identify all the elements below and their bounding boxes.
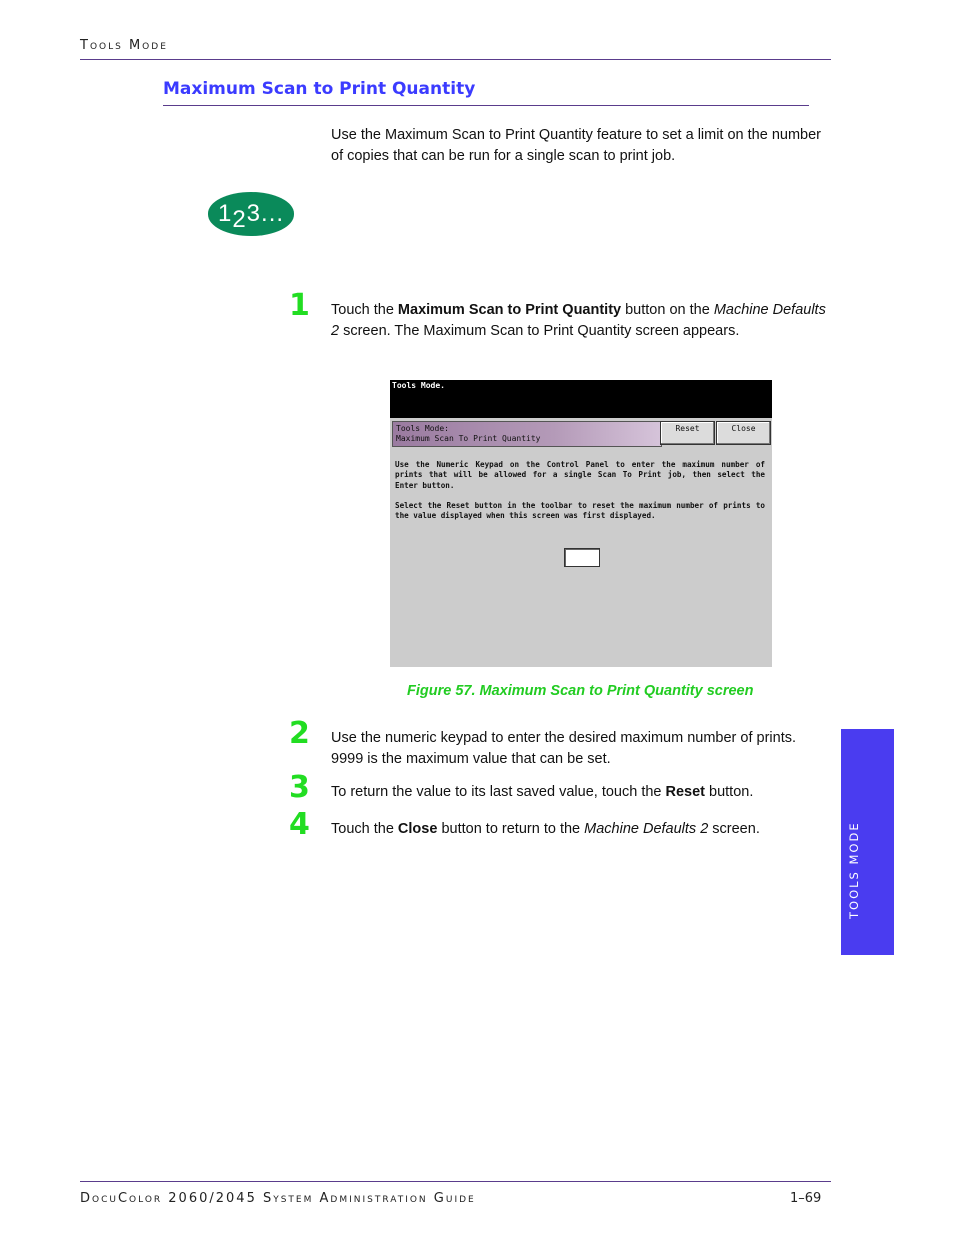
step-number-2: 2 [289,716,310,751]
step-text-4 [331,819,831,840]
footer-guide-title: DocuColor 2060/2045 System Administration Guide [80,1191,476,1206]
step-4-bold: Close [397,821,438,837]
step-1-text-b: button on the [621,302,714,318]
figure-caption: Figure 57. Maximum Scan to Print Quantity screen [407,683,754,699]
badge-digit-3: 3... [246,200,285,227]
badge-digit-2: 2 [232,206,247,233]
step-number-3: 3 [289,770,310,805]
device-instructions-1: Use the Numeric Keypad on the Control Panel to enter the maximum number of prints that will be allowed for a single Scan To Print job, then select the Enter button. [395,460,765,490]
quantity-input[interactable] [564,548,600,567]
step-1-bold: Maximum Scan to Print Quantity [397,302,622,318]
footer-rule [80,1181,831,1182]
step-1-italic: Machine Defaults 2 [331,302,826,339]
reset-button[interactable]: Reset [660,421,715,445]
page-number: 1–69 [790,1191,822,1206]
device-title: Tools Mode. [392,381,445,390]
close-button[interactable]: Close [716,421,771,445]
device-title-bar [390,380,772,418]
toolbar-line-2: Maximum Scan To Print Quantity [396,434,541,443]
section-title: Maximum Scan to Print Quantity [163,79,476,99]
device-instructions-2: Select the Reset button in the toolbar to reset the maximum number of prints to the value displayed when this screen was first displayed. [395,501,765,521]
step-3-text-b: button. [705,784,754,800]
intro-paragraph: Use the Maximum Scan to Print Quantity feature to set a limit on the number of copies that can be run for a single scan to print job. [331,127,821,164]
step-1-text-a: Touch the [331,302,398,318]
step-4-text-c: screen. [708,821,760,837]
header-rule [80,59,831,60]
step-4-text-a: Touch the [331,821,398,837]
title-rule [163,105,809,106]
side-tab [841,729,894,955]
step-text-3 [331,782,831,803]
step-1-text-c: screen. The Maximum Scan to Print Quantity screen appears. [339,323,740,339]
device-toolbar [392,421,662,447]
step-number-1: 1 [289,288,310,323]
step-number-4: 4 [289,807,310,842]
step-3-bold: Reset [665,784,705,800]
toolbar-line-1: Tools Mode: [396,424,449,433]
step-text-1 [331,300,831,342]
running-header: Tools Mode [80,38,168,53]
device-screen-figure [390,380,772,667]
procedure-badge-icon [208,192,294,236]
step-4-italic: Machine Defaults 2 [584,821,709,837]
side-tab-label: TOOLS MODE [847,821,861,919]
step-3-text-a: To return the value to its last saved value, touch the [331,784,666,800]
step-text-2: Use the numeric keypad to enter the desired maximum number of prints. 9999 is the maximum value that can be set. [331,730,797,767]
badge-digit-1: 1 [217,200,233,227]
step-4-text-b: button to return to the [437,821,585,837]
